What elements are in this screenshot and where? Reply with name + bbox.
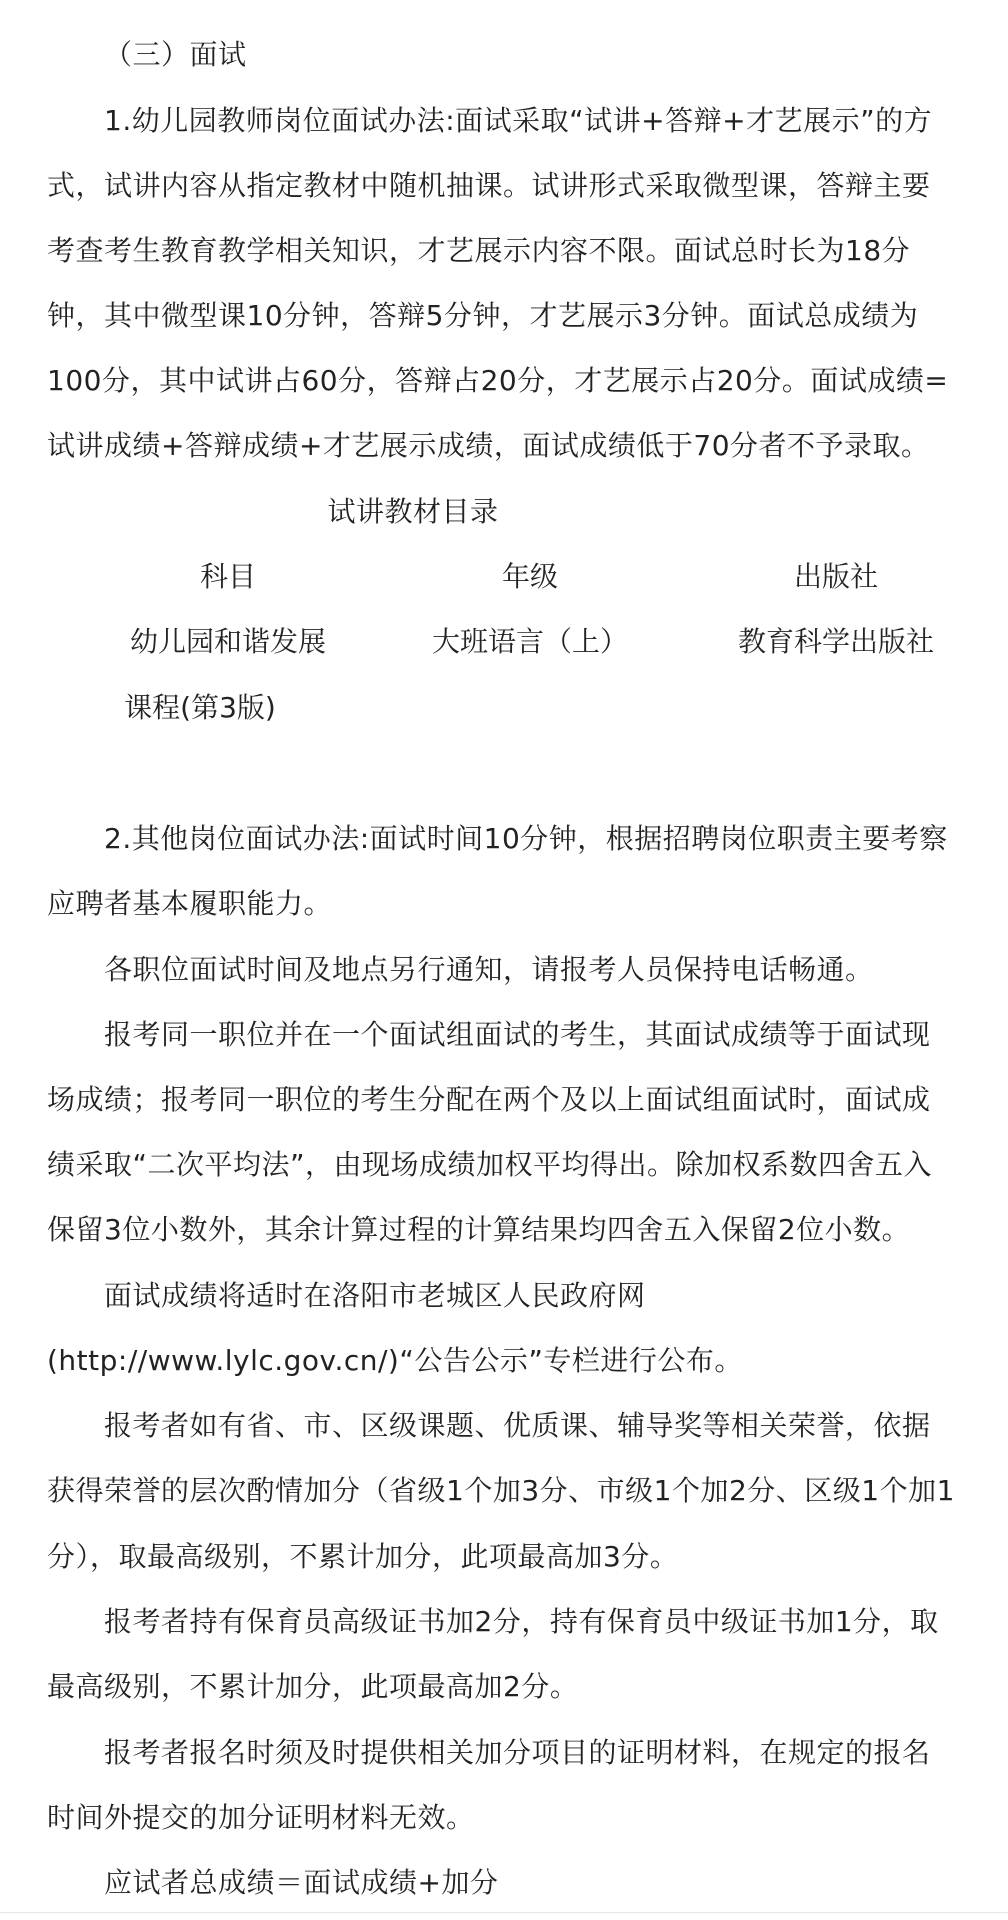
para4-line: 绩采取“二次平均法”，由现场成绩加权平均得出。除加权系数四舍五入	[47, 1148, 933, 1181]
para1-line: 考查考生教育教学相关知识，才艺展示内容不限。面试总时长为18分	[47, 234, 911, 267]
table-cell-subject: 幼儿园和谐发展	[129, 625, 326, 658]
para7-line: 报考者持有保育员高级证书加2分，持有保育员中级证书加1分，取	[104, 1605, 939, 1638]
table-cell-grade: 大班语言（上）	[431, 625, 628, 658]
para5-line: 面试成绩将适时在洛阳市老城区人民政府网	[104, 1279, 646, 1312]
para6-line: 获得荣誉的层次酌情加分（省级1个加3分、市级1个加2分、区级1个加1	[47, 1474, 955, 1507]
bottom-divider	[0, 1912, 1008, 1913]
para1-line: 试讲成绩+答辩成绩+才艺展示成绩，面试成绩低于70分者不予录取。	[47, 429, 930, 462]
para2-line: 应聘者基本履职能力。	[47, 887, 333, 920]
para8-line: 报考者报名时须及时提供相关加分项目的证明材料，在规定的报名	[104, 1736, 931, 1769]
table-cell-publisher: 教育科学出版社	[737, 625, 934, 658]
para1-line: 100分，其中试讲占60分，答辩占20分，才艺展示占20分。面试成绩=	[47, 364, 949, 397]
table-cell-subject-continued: 课程(第3版)	[124, 691, 276, 724]
para2-line: 2.其他岗位面试办法:面试时间10分钟，根据招聘岗位职责主要考察	[104, 822, 948, 855]
para4-line: 场成绩；报考同一职位的考生分配在两个及以上面试组面试时，面试成	[47, 1083, 931, 1116]
para6-line: 分），取最高级别，不累计加分，此项最高加3分。	[47, 1540, 679, 1573]
textbook-table-title: 试讲教材目录	[327, 495, 499, 528]
para1-line: 式，试讲内容从指定教材中随机抽课。试讲形式采取微型课，答辩主要	[47, 169, 931, 202]
para6-line: 报考者如有省、市、区级课题、优质课、辅导奖等相关荣誉，依据	[104, 1409, 931, 1442]
para7-line: 最高级别，不累计加分，此项最高加2分。	[47, 1670, 579, 1703]
para4-line: 报考同一职位并在一个面试组面试的考生，其面试成绩等于面试现	[104, 1018, 931, 1051]
table-header-subject: 科目	[199, 560, 256, 593]
section-heading: （三）面试	[104, 38, 247, 71]
para1-line: 1.幼儿园教师岗位面试办法:面试采取“试讲+答辩+才艺展示”的方	[104, 104, 933, 137]
table-header-publisher: 出版社	[793, 560, 878, 593]
para5-line: (http://www.lylc.gov.cn/)“公告公示”专栏进行公布。	[47, 1344, 743, 1377]
para3-line: 各职位面试时间及地点另行通知，请报考人员保持电话畅通。	[104, 953, 874, 986]
para9-line: 应试者总成绩＝面试成绩+加分	[104, 1866, 499, 1899]
para4-line: 保留3位小数外，其余计算过程的计算结果均四舍五入保留2位小数。	[47, 1213, 911, 1246]
para8-line: 时间外提交的加分证明材料无效。	[47, 1801, 475, 1834]
table-header-grade: 年级	[501, 560, 558, 593]
para1-line: 钟，其中微型课10分钟，答辩5分钟，才艺展示3分钟。面试总成绩为	[47, 299, 919, 332]
